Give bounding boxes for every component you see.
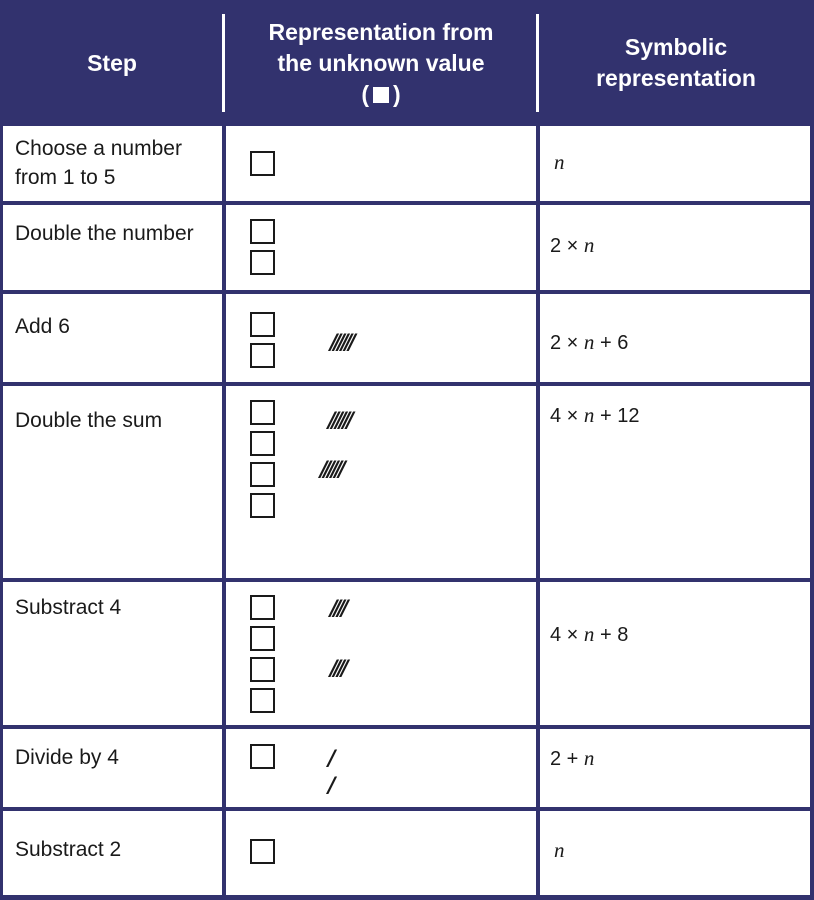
sym-var: n — [583, 330, 595, 354]
header-representation — [224, 0, 538, 126]
header-divider-2 — [536, 14, 539, 112]
step-cell — [15, 219, 194, 248]
sym-var: n — [583, 622, 595, 646]
sym-prefix: 4 × — [550, 624, 584, 646]
symbolic-expression — [550, 746, 594, 771]
row-separator — [0, 807, 814, 811]
unknown-box-icon — [250, 250, 275, 275]
unknown-box-icon — [250, 626, 275, 651]
unknown-box-icon — [250, 493, 275, 518]
tally-marks-icon: / — [328, 773, 332, 797]
header-close-paren: ) — [393, 80, 401, 107]
tally-marks-icon: ////// — [328, 408, 351, 432]
step-text: Double the number — [15, 222, 194, 245]
column-divider-1 — [222, 124, 226, 900]
unknown-box-icon — [250, 595, 275, 620]
symbolic-expression — [550, 233, 594, 258]
unknown-box-icon — [250, 400, 275, 425]
unknown-box-icon — [250, 219, 275, 244]
step-text: Substract 4 — [15, 596, 122, 619]
step-cell — [15, 743, 119, 772]
sym-suffix: + 8 — [594, 624, 629, 646]
row-separator — [0, 201, 814, 205]
symbolic-expression — [550, 330, 628, 355]
row-separator — [0, 290, 814, 294]
step-text: Divide by 4 — [15, 746, 119, 769]
header-representation-line3 — [361, 79, 400, 110]
sym-suffix: + 6 — [594, 332, 629, 354]
sym-var: n — [583, 403, 595, 427]
header-divider-1 — [222, 14, 225, 112]
sym-prefix: 4 × — [550, 405, 584, 427]
header-symbolic-line1: Symbolic — [624, 34, 728, 60]
sym-var: n — [554, 838, 565, 862]
table-border-left — [0, 0, 3, 900]
table-border-right — [810, 0, 814, 900]
header-step-label: Step — [87, 49, 137, 76]
unknown-value-square-icon — [373, 87, 389, 103]
unknown-box-icon — [250, 462, 275, 487]
tally-marks-icon: //// — [330, 596, 345, 620]
unknown-box-icon — [250, 839, 275, 864]
symbolic-expression — [550, 622, 628, 647]
step-text: Double the sum — [15, 409, 163, 432]
unknown-box-icon — [250, 312, 275, 337]
step-cell — [15, 312, 70, 341]
tally-marks-icon: / — [328, 746, 332, 770]
row-separator — [0, 725, 814, 729]
sym-var: n — [583, 746, 595, 770]
step-cell — [15, 134, 182, 192]
step-cell — [15, 406, 162, 435]
table-border-bottom — [0, 895, 814, 900]
header-symbolic-line2: representation — [596, 65, 756, 91]
step-text: Choose a number — [15, 137, 182, 160]
sym-prefix: 2 × — [550, 235, 584, 257]
unknown-box-icon — [250, 343, 275, 368]
unknown-box-icon — [250, 431, 275, 456]
sym-suffix: + 12 — [594, 405, 640, 427]
tally-marks-icon: //// — [330, 656, 345, 680]
step-cell — [15, 593, 121, 622]
unknown-box-icon — [250, 657, 275, 682]
symbolic-expression — [554, 150, 565, 175]
row-separator — [0, 382, 814, 386]
unknown-box-icon — [250, 688, 275, 713]
step-text: Substract 2 — [15, 838, 122, 861]
sym-prefix: 2 + — [550, 748, 584, 770]
header-step — [0, 0, 224, 126]
sym-var: n — [554, 150, 565, 174]
unknown-box-icon — [250, 744, 275, 769]
tally-marks-icon: ////// — [320, 457, 343, 481]
sym-prefix: 2 × — [550, 332, 584, 354]
symbolic-expression — [554, 838, 565, 863]
step-text: Add 6 — [15, 315, 70, 338]
step-cell — [15, 835, 121, 864]
step-text: from 1 to 5 — [15, 166, 116, 189]
sym-var: n — [583, 233, 595, 257]
tally-marks-icon: ////// — [330, 330, 353, 354]
header-symbolic — [538, 0, 814, 126]
unknown-box-icon — [250, 151, 275, 176]
header-representation-line2: the unknown value — [277, 49, 485, 76]
header-open-paren: ( — [361, 80, 369, 107]
column-divider-2 — [536, 124, 540, 900]
header-representation-line1: Representation from — [268, 18, 494, 45]
symbolic-expression — [550, 403, 639, 428]
row-separator — [0, 578, 814, 582]
